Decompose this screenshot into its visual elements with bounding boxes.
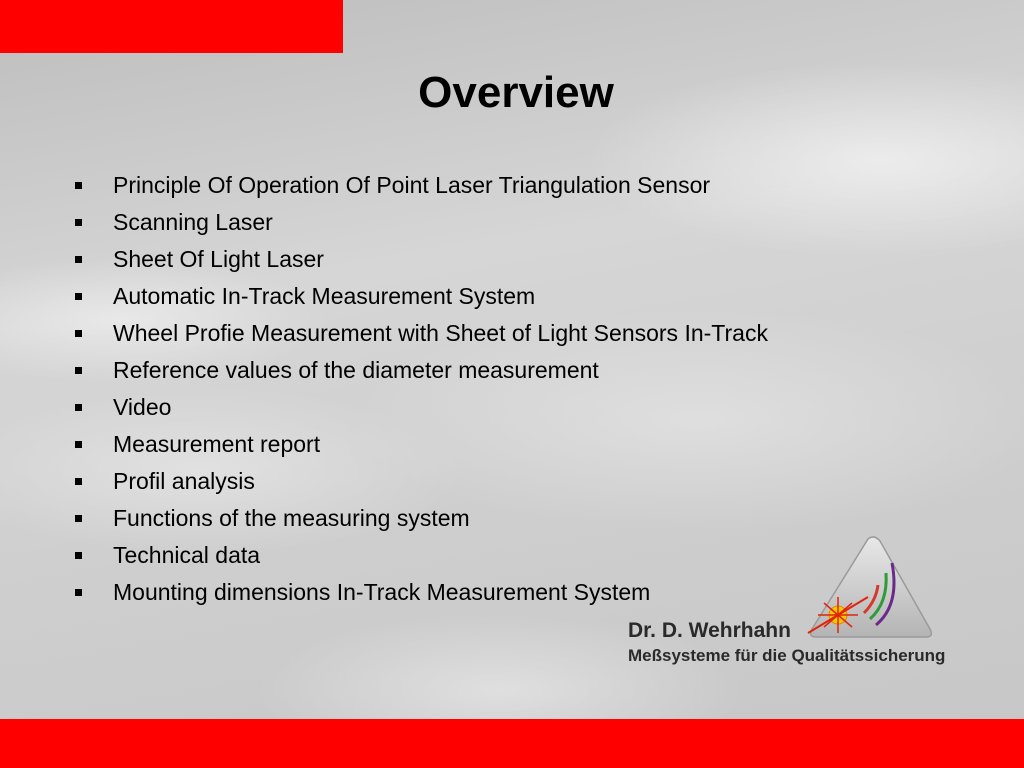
bullet-icon [75, 515, 82, 522]
bullet-icon [75, 478, 82, 485]
list-item-text: Automatic In-Track Measurement System [113, 283, 536, 309]
list-item-text: Reference values of the diameter measurement [113, 357, 599, 383]
bullet-icon [75, 293, 82, 300]
logo-company-subtitle: Meßsysteme für die Qualitätssicherung [628, 646, 946, 665]
list-item [75, 464, 768, 501]
list-item-text: Principle Of Operation Of Point Laser Triangulation Sensor [113, 172, 711, 198]
list-item-text: Profil analysis [113, 468, 255, 494]
bottom-red-bar [0, 719, 1024, 768]
bullet-icon [75, 182, 82, 189]
list-item [75, 279, 768, 316]
list-item-text: Wheel Profie Measurement with Sheet of Light Sensors In-Track [113, 320, 768, 346]
list-item-text: Scanning Laser [113, 209, 273, 235]
slide-title: Overview [418, 68, 614, 117]
bullet-icon [75, 367, 82, 374]
bullet-icon [75, 589, 82, 596]
list-item [75, 501, 768, 538]
list-item [75, 353, 768, 390]
list-item [75, 168, 768, 205]
list-item [75, 242, 768, 279]
list-item-text: Video [113, 394, 172, 420]
laser-triangle-logo-icon [806, 535, 936, 645]
bullet-icon [75, 552, 82, 559]
bullet-icon [75, 441, 82, 448]
bullet-icon [75, 404, 82, 411]
list-item-text: Mounting dimensions In-Track Measurement System [113, 579, 651, 605]
list-item-text: Measurement report [113, 431, 321, 457]
list-item [75, 205, 768, 242]
list-item-text: Technical data [113, 542, 261, 568]
bullet-icon [75, 256, 82, 263]
bullet-icon [75, 219, 82, 226]
list-item [75, 390, 768, 427]
list-item-text: Functions of the measuring system [113, 505, 470, 531]
list-item-text: Sheet Of Light Laser [113, 246, 324, 272]
top-red-bar [0, 0, 343, 53]
list-item [75, 316, 768, 353]
company-logo [628, 535, 958, 675]
logo-company-name: Dr. D. Wehrhahn [628, 619, 791, 642]
bullet-icon [75, 330, 82, 337]
list-item [75, 427, 768, 464]
